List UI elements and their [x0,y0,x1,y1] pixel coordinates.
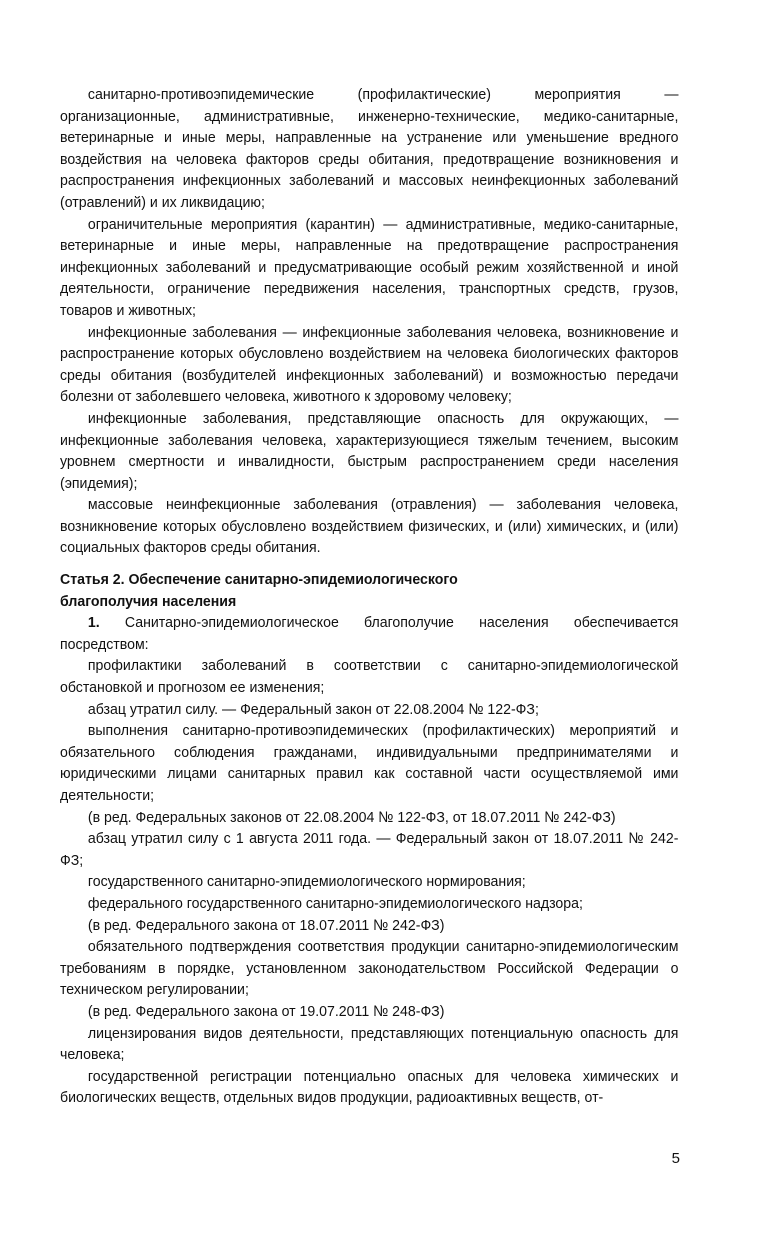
list-item: профилактики заболеваний в соответствии с санитарно-эпидемиологической обстановкой и прогнозом ее изменения; [60,657,679,697]
list-item: государственного санитарно-эпидемиологического нормирования; [87,873,526,891]
list-item: (в ред. Федеральных законов от 22.08.2004 № 122-ФЗ, от 18.07.2011 № 242-ФЗ) [87,808,616,826]
paragraph: ограничительные мероприятия (карантин) — административные, медико-санитарные, ветеринарные и иные меры, направленные на предотвращение распространения инфекционных заболеваний и предусматривающие особый режим хозяйственной и иной деятельности, ограничение передвижения населения, транспортных средств, грузов, товаров и животных; [60,215,679,319]
point-number: 1. [87,614,100,632]
list-item: обязательного подтверждения соответствия продукции санитарно-эпидемиологическим требованиям в порядке, установленном законодательством Российской Федерации о техническом регулировании; [60,938,679,999]
list-item: выполнения санитарно-противоэпидемических (профилактических) мероприятий и обязательного соблюдения гражданами, индивидуальными предпринимателями и юридическими лицами санитарных правил как составной части осуществляемой ими деятельности; [60,722,679,804]
article-heading [60,569,678,612]
article-point [60,612,678,655]
page-number: 5 [671,1150,680,1167]
list-item: федерального государственного санитарно-эпидемиологического надзора; [87,894,583,912]
list-item: абзац утратил силу. — Федеральный закон от 22.08.2004 № 122-ФЗ; [87,700,539,718]
paragraph: инфекционные заболевания — инфекционные заболевания человека, возникновение и распространение которых обусловлено воздействием на человека биологических факторов среды обитания (возбудителей инфекционных заболеваний) и возможностью передачи болезни от заболевшего человека, животного к здоровому человеку; [60,323,679,406]
paragraph: инфекционные заболевания, представляющие опасность для окружающих, — инфекционные заболевания человека, характеризующиеся тяжелым течением, высоким уровнем смертности и инвалидности, быстрым распространением среди населения (эпидемия); [60,409,679,492]
paragraph: массовые неинфекционные заболевания (отравления) — заболевания человека, возникновение которых обусловлено воздействием физических, и (или) химических, и (или) социальных факторов среды обитания. [60,496,679,557]
list-item: (в ред. Федерального закона от 18.07.2011 № 242-ФЗ) [87,916,445,934]
list-item: государственной регистрации потенциально опасных для человека химических и биологических веществ, отдельных видов продукции, радиоактивных веществ, от- [60,1067,679,1107]
point-text: Санитарно-эпидемиологическое благополучие населения обеспечивается посредством: [60,614,679,653]
list-item: (в ред. Федерального закона от 19.07.2011 № 248-ФЗ) [87,1002,445,1020]
article-heading-line2: благополучия населения [60,592,237,610]
list-item: абзац утратил силу с 1 августа 2011 года. — Федеральный закон от 18.07.2011 № 242-ФЗ; [60,830,679,869]
paragraph: санитарно-противоэпидемические (профилактические) мероприятия — организационные, административные, инженерно-технические, медико-санитарные, ветеринарные и иные меры, направленные на устранение или уменьшение вредного воздействия на человека факторов среды обитания, предотвращение возникновения и распространения инфекционных заболеваний и массовых неинфекционных заболеваний (отравлений) и их ликвидацию; [60,86,679,211]
list-item: лицензирования видов деятельности, представляющих потенциальную опасность для человека; [60,1024,679,1064]
article-heading-line1: Статья 2. Обеспечение санитарно-эпидемиологического [60,571,458,589]
document-page [60,84,678,1109]
